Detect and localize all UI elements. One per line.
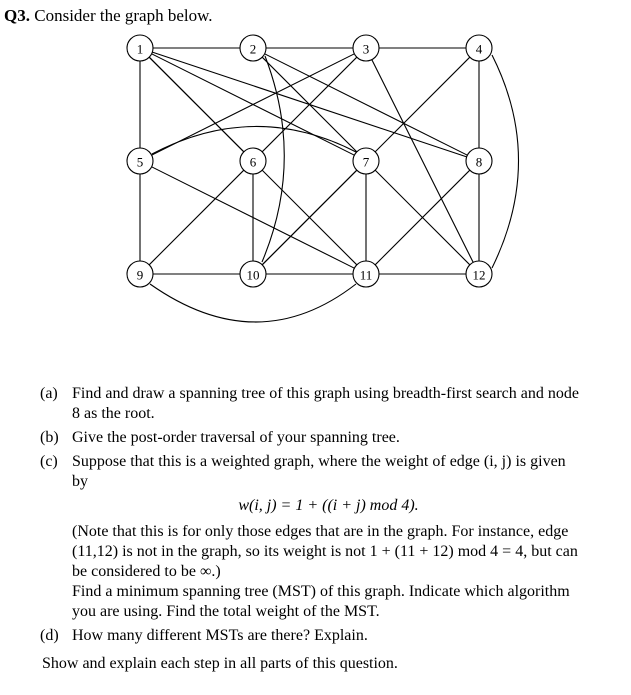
question-parts — [40, 384, 585, 650]
node-1 — [127, 35, 153, 61]
edge-2-8 — [265, 54, 468, 155]
part-d — [40, 626, 585, 646]
node-label-3: 3 — [362, 41, 370, 57]
part-a-label: (a) — [40, 385, 58, 402]
node-label-5: 5 — [136, 154, 144, 170]
weight-formula: w(i, j) = 1 + ((i + j) mod 4). — [238, 497, 419, 514]
node-label-7: 7 — [362, 154, 370, 170]
edge-6-9 — [149, 170, 244, 265]
node-11 — [353, 261, 379, 287]
node-label-11: 11 — [359, 267, 373, 283]
graph-nodes — [127, 35, 492, 287]
question-intro: Consider the graph below. — [34, 6, 213, 25]
node-label-12: 12 — [472, 267, 486, 283]
node-10 — [240, 261, 266, 287]
node-3 — [353, 35, 379, 61]
part-c — [40, 452, 585, 622]
node-7 — [353, 148, 379, 174]
node-label-6: 6 — [249, 154, 257, 170]
edge-3-12 — [372, 60, 473, 263]
node-8 — [466, 148, 492, 174]
part-c-note: (Note that this is for only those edges that are in the graph. For instance, edge (11,12) is not in the graph, so its weight is not 1 + (11 + 12) mod 4 = 4, but can be considered to be ∞.) — [72, 523, 578, 580]
part-c-text: Suppose that this is a weighted graph, where the weight of edge (i, j) is given by — [72, 453, 566, 490]
part-a-text: Find and draw a spanning tree of this graph using breadth-first search and node 8 as the root. — [72, 385, 579, 422]
node-12 — [466, 261, 492, 287]
edge-4-12 — [492, 55, 519, 268]
node-label-9: 9 — [136, 267, 144, 283]
node-9 — [127, 261, 153, 287]
part-d-text: How many different MSTs are there? Explain. — [72, 627, 368, 644]
node-label-8: 8 — [475, 154, 483, 170]
node-label-1: 1 — [136, 41, 144, 57]
part-b-label: (b) — [40, 429, 59, 446]
part-b-text: Give the post-order traversal of your spanning tree. — [72, 429, 400, 446]
part-c-mst-task: Find a minimum spanning tree (MST) of this graph. Indicate which algorithm you are using. Find the total weight of the MST. — [72, 583, 570, 620]
node-2 — [240, 35, 266, 61]
question-number: Q3. — [4, 6, 30, 25]
part-b — [40, 428, 585, 448]
part-d-label: (d) — [40, 627, 59, 644]
part-a — [40, 384, 585, 424]
node-label-10: 10 — [246, 267, 260, 283]
closing-instruction: Show and explain each step in all parts of this question. — [42, 655, 398, 672]
node-6 — [240, 148, 266, 174]
node-label-2: 2 — [249, 41, 257, 57]
part-c-label: (c) — [40, 453, 58, 470]
graph-edges — [140, 48, 519, 322]
edge-1-6 — [149, 57, 244, 152]
edge-9-11 — [150, 284, 356, 322]
node-label-4: 4 — [475, 41, 483, 57]
node-5 — [127, 148, 153, 174]
node-4 — [466, 35, 492, 61]
